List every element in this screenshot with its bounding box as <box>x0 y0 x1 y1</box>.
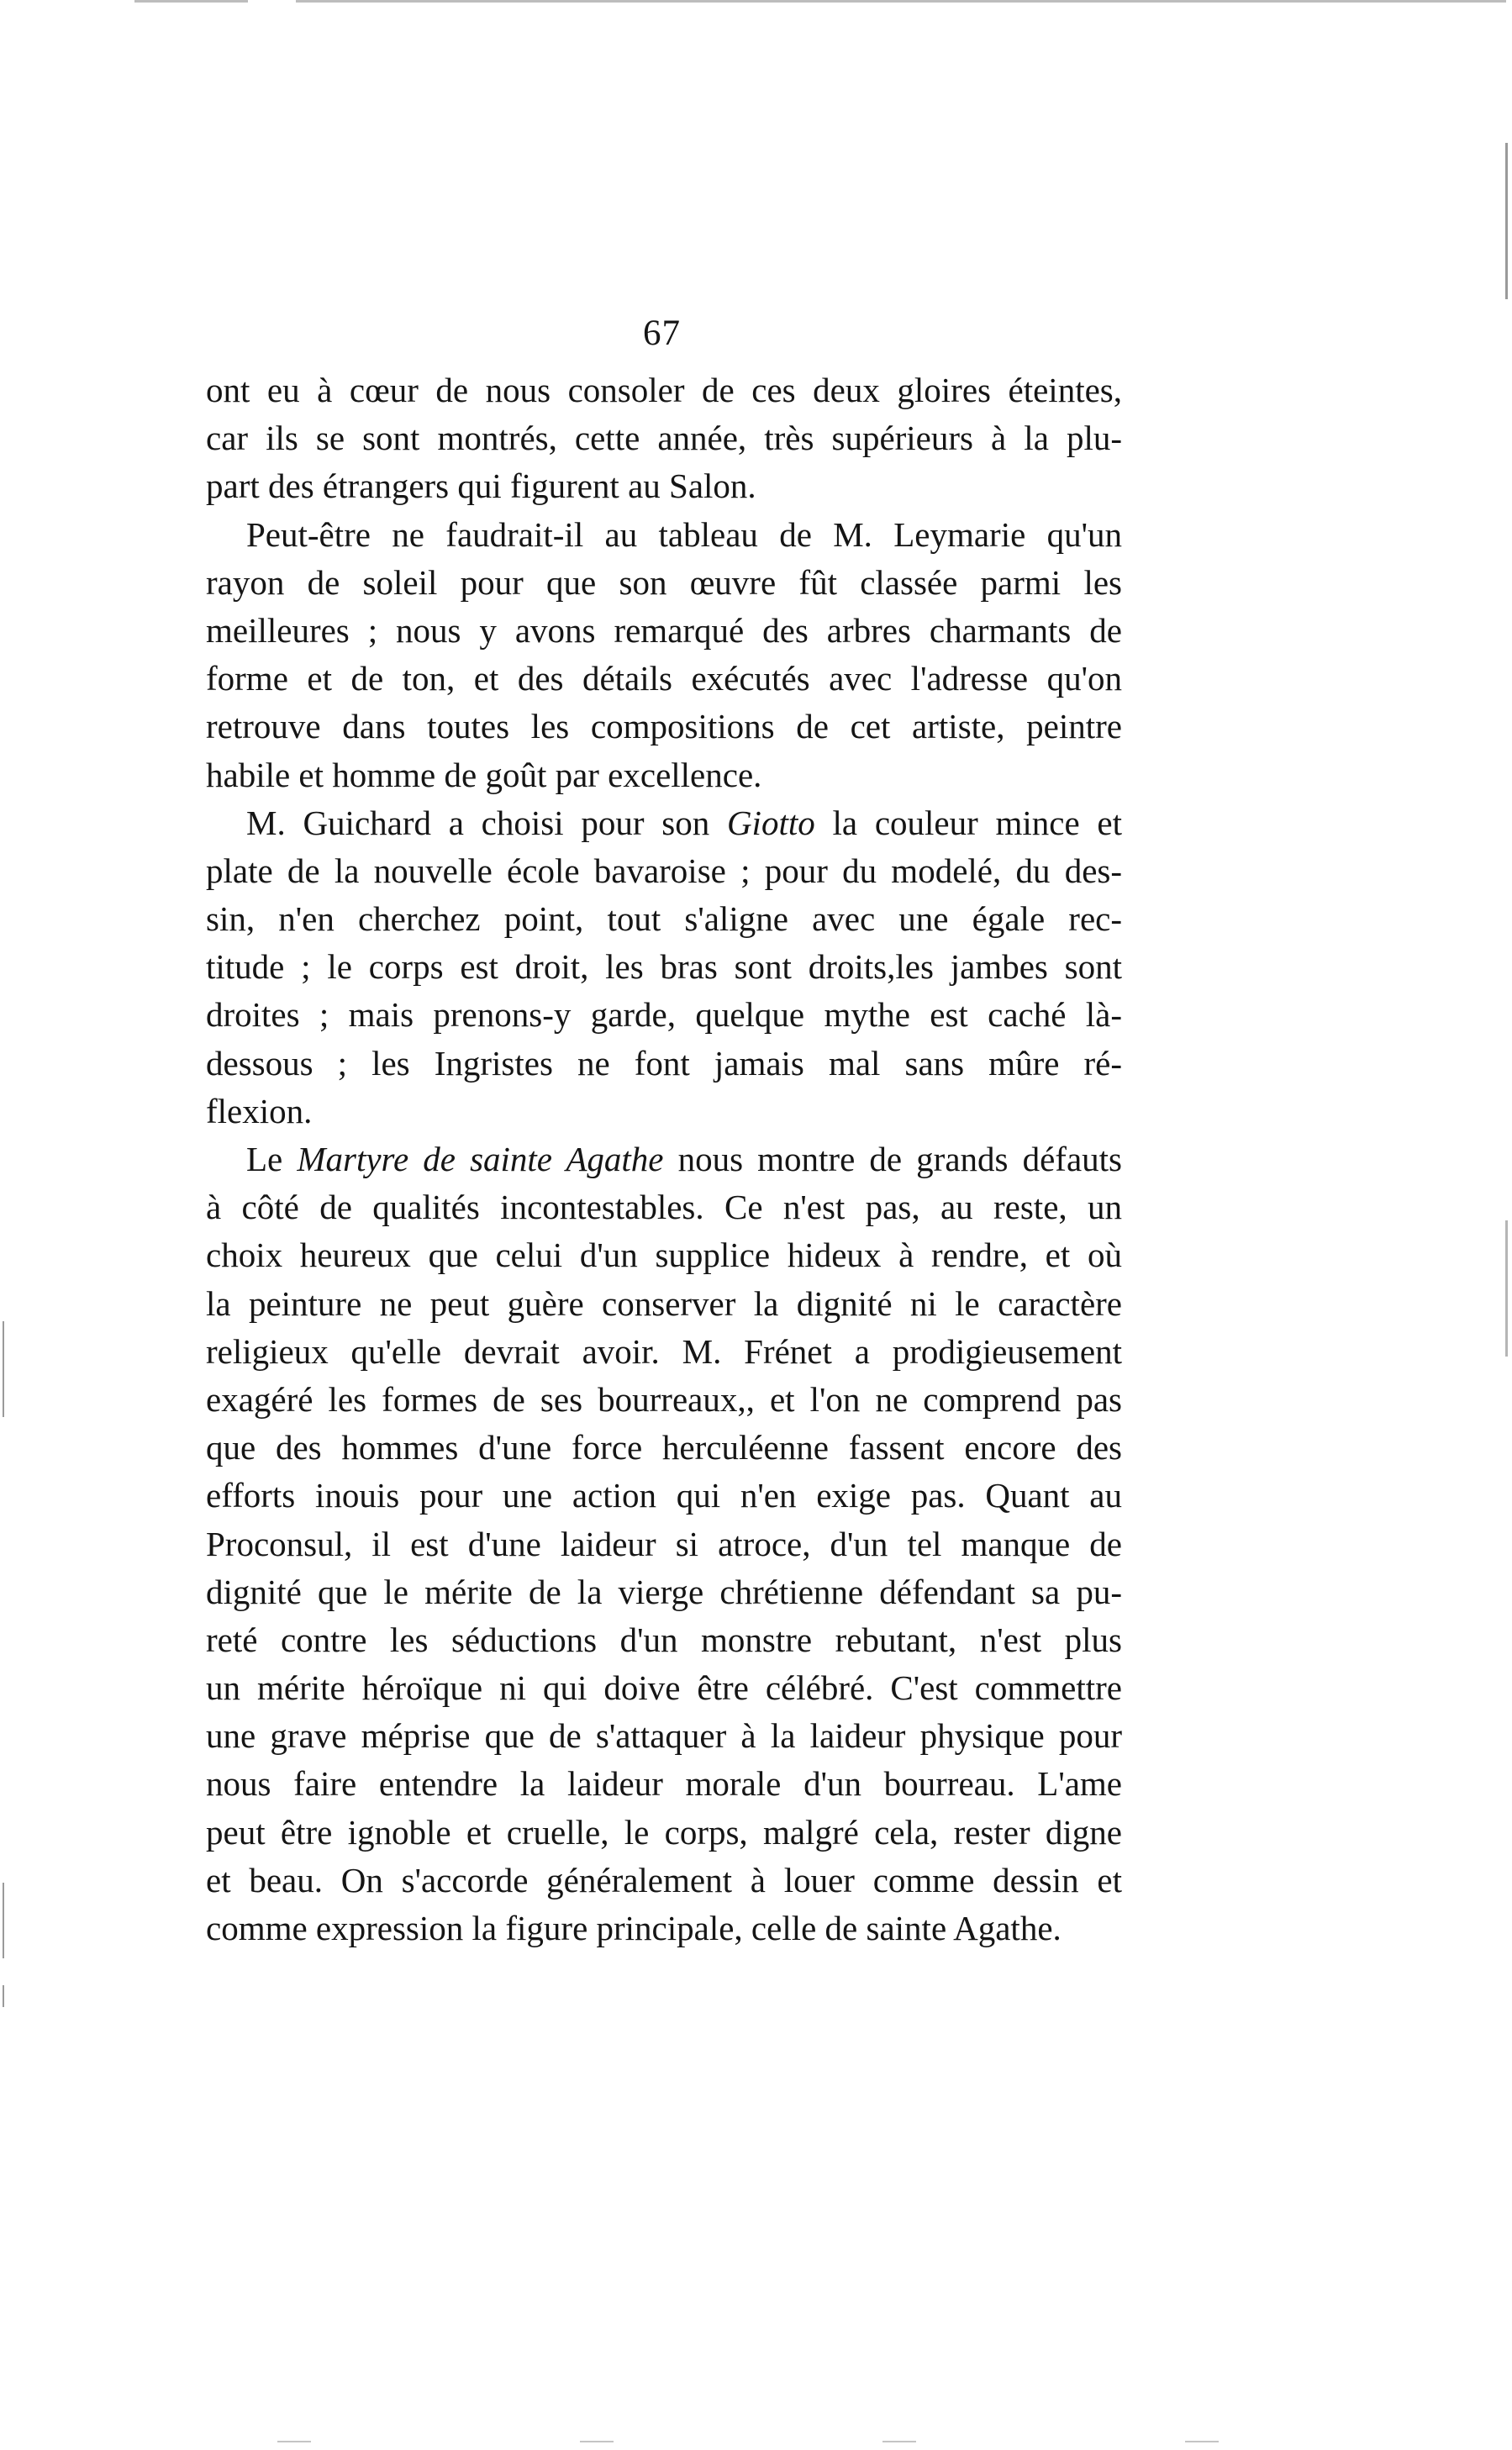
text-line: car ils se sont montrés, cette année, très supérieurs à la plu- <box>206 419 1122 458</box>
text-line: une grave méprise que de s'attaquer à la laideur physique pour <box>206 1716 1122 1756</box>
scan-edge-left-b <box>3 1883 4 1958</box>
scan-edge-right-mid <box>1505 1220 1508 1357</box>
paragraph-2 <box>206 511 1122 799</box>
text-run: M. Guichard a choisi pour son <box>246 803 727 842</box>
text-line: meilleures ; nous y avons remarqué des arbres charmants de <box>206 610 1122 650</box>
text-line: retrouve dans toutes les compositions de cet artiste, peintre <box>206 707 1122 746</box>
text-run: Le <box>246 1140 298 1178</box>
text-line: dessous ; les Ingristes ne font jamais mal sans mûre ré- <box>206 1043 1122 1083</box>
page-number: 67 <box>643 313 681 353</box>
text-line: plate de la nouvelle école bavaroise ; pour du modelé, du des- <box>206 851 1122 890</box>
text-line: dignité que le mérite de la vierge chrétienne défendant sa pu- <box>206 1572 1122 1611</box>
text-line: part des étrangers qui figurent au Salon. <box>206 466 756 506</box>
scan-edge-top-left <box>134 0 248 3</box>
text-line: choix heureux que celui d'un supplice hideux à rendre, et où <box>206 1236 1122 1275</box>
text-line: reté contre les séductions d'un monstre rebutant, n'est plus <box>206 1620 1122 1659</box>
text-line: titude ; le corps est droit, les bras sont droits,les jambes sont <box>206 947 1122 987</box>
text-run: la couleur mince et <box>814 803 1123 842</box>
text-line: Peut-être ne faudrait-il au tableau de M. Leymarie qu'un <box>246 514 1122 554</box>
text-line: religieux qu'elle devrait avoir. M. Frénet a prodigieusement <box>206 1331 1122 1371</box>
artwork-title: Giotto <box>726 803 815 842</box>
text-line: un mérite héroïque ni qui doive être célébré. C'est commettre <box>206 1668 1122 1708</box>
body-text <box>206 366 1122 1952</box>
text-line: que des hommes d'une force herculéenne fassent encore des <box>206 1428 1122 1467</box>
text-line: exagéré les formes de ses bourreaux,, et l'on ne comprend pas <box>206 1379 1122 1419</box>
text-line: ont eu à cœur de nous consoler de ces deux gloires éteintes, <box>206 371 1122 409</box>
scan-edge-right-top <box>1505 143 1508 299</box>
text-run: nous montre de grands défauts <box>663 1140 1122 1178</box>
paragraph-3 <box>206 799 1122 1135</box>
scan-edge-top-right <box>296 0 1506 3</box>
text-line: et beau. On s'accorde généralement à louer comme dessin et <box>206 1860 1122 1899</box>
artwork-title: Martyre de sainte Agathe <box>297 1140 664 1178</box>
text-line: comme expression la figure principale, celle de sainte Agathe. <box>206 1909 1062 1947</box>
text-line: flexion. <box>206 1091 313 1130</box>
scan-edge-bottom <box>277 2441 1454 2442</box>
paragraph-1 <box>206 366 1122 511</box>
text-line: habile et homme de goût par excellence. <box>206 755 762 794</box>
scan-edge-left-c <box>3 1985 4 2007</box>
text-line: efforts inouis pour une action qui n'en exige pas. Quant au <box>206 1476 1122 1515</box>
text-line: peut être ignoble et cruelle, le corps, malgré cela, rester digne <box>206 1812 1122 1852</box>
text-line: droites ; mais prenons-y garde, quelque mythe est caché là- <box>206 995 1122 1035</box>
text-line <box>206 1135 1122 1183</box>
paragraph-4 <box>206 1135 1122 1952</box>
text-line: la peinture ne peut guère conserver la dignité ni le caractère <box>206 1283 1122 1323</box>
scan-edge-left-a <box>3 1321 4 1417</box>
text-line: forme et de ton, et des détails exécutés avec l'adresse qu'on <box>206 659 1122 698</box>
text-line <box>206 799 1122 847</box>
text-line: Proconsul, il est d'une laideur si atroce, d'un tel manque de <box>206 1524 1122 1563</box>
text-line: sin, n'en cherchez point, tout s'aligne avec une égale rec- <box>206 899 1122 939</box>
text-line: nous faire entendre la laideur morale d'un bourreau. L'ame <box>206 1764 1122 1804</box>
text-line: à côté de qualités incontestables. Ce n'est pas, au reste, un <box>206 1188 1122 1227</box>
text-line: rayon de soleil pour que son œuvre fût classée parmi les <box>206 562 1122 602</box>
